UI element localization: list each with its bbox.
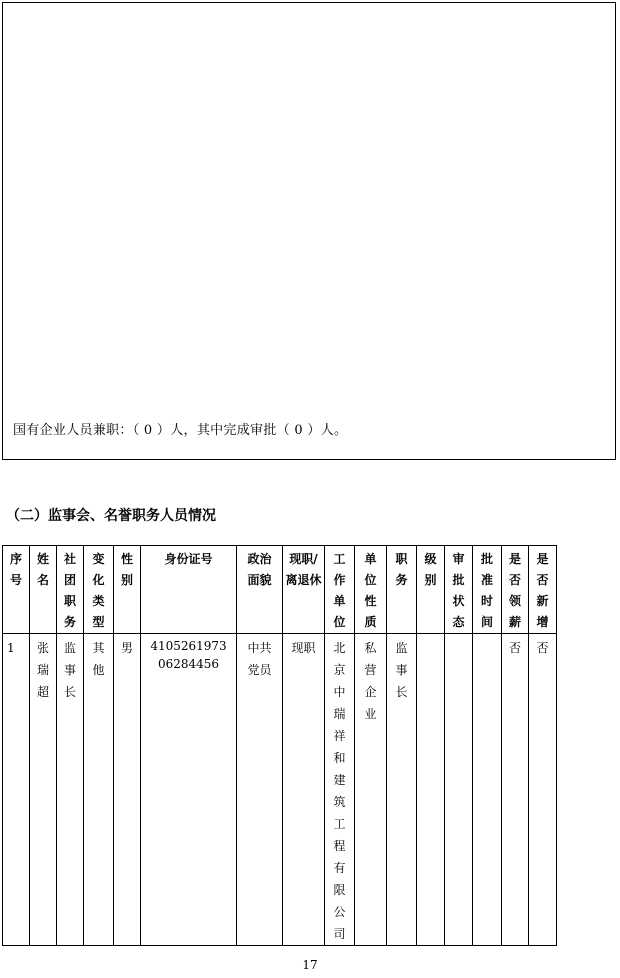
header-politics: 政治面貌 [237,546,283,634]
header-employer: 工作单位 [325,546,355,634]
cell-gender: 男 [114,634,141,946]
header-approval-time: 批准时间 [473,546,502,634]
cell-level [417,634,445,946]
cell-employer: 北京中瑞祥和建筑工程有限公司 [325,634,355,946]
header-id-number: 身份证号 [141,546,237,634]
header-approval-status: 审批状态 [445,546,473,634]
section-title: （二）监事会、名誉职务人员情况 [6,508,216,524]
supervisory-personnel-table [2,545,557,946]
cell-unit-type: 私营企业 [355,634,387,946]
cell-seq: 1 [3,634,30,946]
cell-status: 现职 [283,634,325,946]
cell-position: 监事长 [387,634,417,946]
header-new: 是否新增 [529,546,557,634]
state-enterprise-summary: 国有企业人员兼职：（ 0 ）人，其中完成审批（ 0 ）人。 [13,423,348,438]
header-position: 职务 [387,546,417,634]
table-row [3,634,557,946]
cell-society-role: 监事长 [57,634,84,946]
cell-politics: 中共党员 [237,634,283,946]
cell-approval-time [473,634,502,946]
cell-id-number: 410526197306284456 [141,634,237,946]
cell-new: 否 [529,634,557,946]
header-status: 现职/离退休 [283,546,325,634]
page-number: 17 [302,958,318,972]
header-paid: 是否领薪 [502,546,529,634]
header-level: 级别 [417,546,445,634]
cell-name: 张瑞超 [30,634,57,946]
header-name: 姓名 [30,546,57,634]
cell-change-type: 其他 [84,634,114,946]
top-section-box [2,2,616,460]
header-gender: 性别 [114,546,141,634]
cell-paid: 否 [502,634,529,946]
header-unit-type: 单位性质 [355,546,387,634]
header-change-type: 变化类型 [84,546,114,634]
header-society-role: 社团职务 [57,546,84,634]
table-header-row [3,546,557,634]
header-seq: 序号 [3,546,30,634]
cell-approval-status [445,634,473,946]
